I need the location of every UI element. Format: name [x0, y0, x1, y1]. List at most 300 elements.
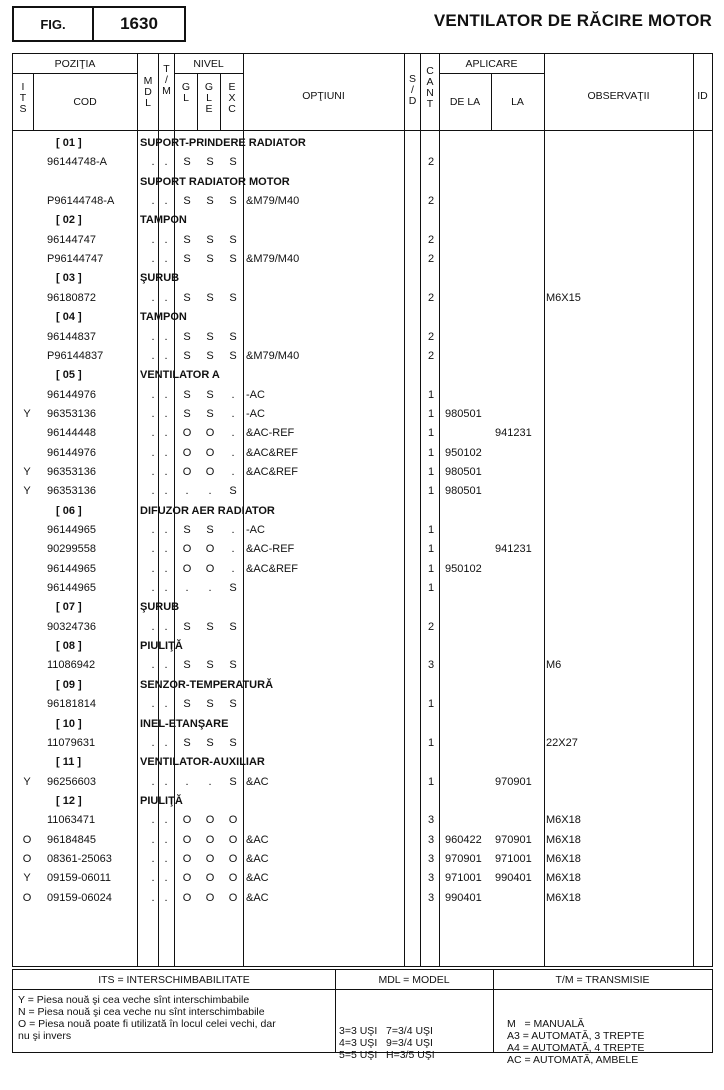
cell-exc: S [229, 698, 237, 711]
position-number: [ 08 ] [56, 640, 82, 653]
cell-mdl: . [151, 233, 155, 246]
cell-tm: . [164, 891, 168, 904]
cell-cod: 96144965 [47, 562, 96, 575]
cell-cant: 1 [427, 775, 435, 788]
header-its: I T S [19, 81, 27, 115]
group-name: PIULIŢĂ [140, 640, 183, 653]
cell-la: 971001 [495, 852, 532, 865]
group-row [13, 173, 712, 192]
cell-opt: &AC [246, 891, 269, 904]
cell-obs: M6X18 [546, 852, 581, 865]
cell-gl: S [183, 330, 191, 343]
cell-gl: S [183, 388, 191, 401]
cell-cod: 96181814 [47, 698, 96, 711]
cell-exc: . [231, 524, 235, 536]
cell-gl: O [182, 427, 192, 440]
position-row [13, 676, 712, 695]
cell-opt: &AC [246, 872, 269, 885]
cell-cod: 96144747 [47, 233, 96, 246]
cell-cant: 1 [427, 388, 435, 401]
cell-its: Y [23, 465, 31, 478]
cell-mdl: . [151, 891, 155, 904]
cell-mdl: . [151, 427, 155, 440]
cell-gl: S [183, 698, 191, 711]
position-number: [ 11 ] [56, 756, 82, 769]
cell-obs: M6X18 [546, 872, 581, 885]
cell-opt: &AC-REF [246, 543, 295, 556]
cell-exc: . [231, 465, 235, 478]
cell-mdl: . [151, 349, 155, 362]
cell-exc: S [229, 775, 237, 788]
cell-gle: . [208, 582, 212, 595]
header-line-aplicare [439, 73, 544, 74]
position-row [13, 792, 712, 811]
cell-cod: 96144748-A [47, 156, 107, 169]
position-row [13, 366, 712, 385]
cell-cod: 96144448 [47, 427, 96, 440]
cell-gle: . [208, 485, 212, 498]
table-row [13, 463, 712, 482]
cell-opt: -AC [246, 524, 265, 536]
cell-cod: 96256603 [47, 775, 96, 788]
table-row [13, 250, 712, 269]
table-row [13, 869, 712, 888]
cell-gl: S [183, 736, 191, 749]
cell-cod: 96144965 [47, 524, 96, 536]
group-name: INEL-ETANŞARE [140, 717, 229, 730]
cell-cant: 3 [427, 891, 435, 904]
table-row [13, 656, 712, 675]
table-row [13, 386, 712, 405]
cell-cod: 09159-06024 [47, 891, 112, 904]
position-row [13, 598, 712, 617]
cell-mdl: . [151, 407, 155, 420]
table-row [13, 695, 712, 714]
cell-mdl: . [151, 388, 155, 401]
cell-gle: S [206, 330, 214, 343]
header-dela: DE LA [449, 96, 481, 108]
cell-la: 941231 [495, 543, 532, 556]
cell-cod: 11079631 [47, 736, 96, 749]
cell-tm: . [164, 833, 168, 846]
cell-cod: 90324736 [47, 620, 96, 633]
cell-gl: S [183, 233, 191, 246]
cell-opt: &AC [246, 833, 269, 846]
cell-mdl: . [151, 543, 155, 556]
cell-cant: 3 [427, 814, 435, 827]
cell-gl: O [182, 465, 192, 478]
cell-exc: S [229, 291, 237, 304]
cell-dela: 971001 [445, 872, 482, 885]
cell-dela: 970901 [445, 852, 482, 865]
header-cod: COD [73, 96, 97, 108]
cell-opt: &AC&REF [246, 465, 298, 478]
cell-cod: 96180872 [47, 291, 96, 304]
fig-label: FIG. [14, 8, 94, 40]
position-row [13, 211, 712, 230]
cell-gl: O [182, 814, 192, 827]
cell-exc: S [229, 620, 237, 633]
cell-opt: -AC [246, 407, 265, 420]
cell-its: O [22, 852, 32, 865]
cell-gl: O [182, 891, 192, 904]
page-title: VENTILATOR DE RĂCIRE MOTOR [433, 11, 712, 30]
cell-exc: . [231, 562, 235, 575]
cell-exc: . [231, 543, 235, 556]
header-id: ID [697, 90, 708, 102]
cell-its: Y [23, 485, 31, 498]
group-name: ŞURUB [140, 272, 180, 285]
cell-mdl: . [151, 562, 155, 575]
cell-tm: . [164, 659, 168, 672]
header-gle: G L E [204, 81, 214, 115]
cell-exc: . [231, 446, 235, 459]
table-row [13, 444, 712, 463]
cell-tm: . [164, 291, 168, 304]
cell-gle: O [205, 814, 215, 827]
position-row [13, 308, 712, 327]
cell-obs: M6X18 [546, 891, 581, 904]
cell-cant: 2 [427, 156, 435, 169]
footer-tm-lines: M = MANUALĂ A3 = AUTOMATĂ, 3 TREPTE A4 = AUTOMATĂ, 4 TREPTE AC = AUTOMATĂ, AMBELE [507, 1018, 645, 1066]
cell-its: Y [23, 407, 31, 420]
cell-gl: S [183, 407, 191, 420]
cell-mdl: . [151, 465, 155, 478]
cell-la: 970901 [495, 775, 532, 788]
group-name: TAMPON [140, 311, 187, 324]
cell-its: O [22, 833, 32, 846]
parts-table [12, 53, 713, 967]
cell-exc: S [229, 659, 237, 672]
cell-cant: 2 [427, 253, 435, 266]
table-row [13, 773, 712, 792]
cell-mdl: . [151, 814, 155, 827]
cell-tm: . [164, 736, 168, 749]
cell-cant: 1 [427, 465, 435, 478]
cell-exc: S [229, 736, 237, 749]
cell-gle: S [206, 620, 214, 633]
cell-exc: S [229, 156, 237, 169]
cell-exc: O [228, 852, 238, 865]
table-row [13, 328, 712, 347]
cell-dela: 950102 [445, 562, 482, 575]
table-row [13, 734, 712, 753]
cell-mdl: . [151, 524, 155, 536]
cell-cant: 1 [427, 485, 435, 498]
cell-cant: 3 [427, 852, 435, 865]
cell-dela: 950102 [445, 446, 482, 459]
table-row [13, 540, 712, 559]
cell-tm: . [164, 427, 168, 440]
group-name: VENTILATOR-AUXILIAR [140, 756, 265, 769]
cell-mdl: . [151, 620, 155, 633]
cell-tm: . [164, 524, 168, 536]
position-row [13, 134, 712, 153]
cell-gle: S [206, 388, 214, 401]
cell-cod: 08361-25063 [47, 852, 112, 865]
cell-dela: 980501 [445, 485, 482, 498]
cell-cod: 96353136 [47, 407, 96, 420]
cell-mdl: . [151, 833, 155, 846]
cell-exc: S [229, 349, 237, 362]
cell-tm: . [164, 465, 168, 478]
table-row [13, 153, 712, 172]
table-row [13, 405, 712, 424]
cell-gle: O [205, 465, 215, 478]
header-exc: E X C [228, 81, 236, 115]
cell-gle: S [206, 253, 214, 266]
cell-exc: O [228, 872, 238, 885]
position-row [13, 269, 712, 288]
cell-gle: S [206, 195, 214, 208]
cell-gle: S [206, 736, 214, 749]
cell-cod: 96144976 [47, 388, 96, 401]
cell-gle: S [206, 407, 214, 420]
cell-gl: S [183, 291, 191, 304]
cell-gle: O [205, 543, 215, 556]
cell-tm: . [164, 253, 168, 266]
cell-opt: &M79/M40 [246, 349, 300, 362]
cell-cod: P96144747 [47, 253, 104, 266]
group-name: SENZOR-TEMPERATURĂ [140, 678, 274, 691]
cell-exc: S [229, 485, 237, 498]
cell-gl: S [183, 349, 191, 362]
cell-opt: -AC [246, 388, 265, 401]
cell-cod: 96144976 [47, 446, 96, 459]
cell-obs: M6X18 [546, 833, 581, 846]
cell-cant: 1 [427, 736, 435, 749]
cell-opt: &AC [246, 852, 269, 865]
cell-cant: 1 [427, 562, 435, 575]
cell-gl: O [182, 833, 192, 846]
position-number: [ 02 ] [56, 214, 82, 227]
cell-cod: 09159-06011 [47, 872, 112, 885]
cell-cant: 3 [427, 833, 435, 846]
group-name: SUPORT-PRINDERE RADIATOR [140, 137, 306, 149]
cell-cant: 2 [427, 195, 435, 208]
cell-mdl: . [151, 330, 155, 343]
cell-mdl: . [151, 872, 155, 885]
group-name: TAMPON [140, 214, 187, 227]
cell-exc: . [231, 388, 235, 401]
cell-dela: 990401 [445, 891, 482, 904]
cell-tm: . [164, 233, 168, 246]
cell-tm: . [164, 582, 168, 595]
cell-gle: S [206, 524, 214, 536]
cell-cod: P96144837 [47, 349, 104, 362]
table-row [13, 192, 712, 211]
fig-number: 1630 [120, 14, 158, 33]
table-row [13, 482, 712, 501]
group-name: PIULIŢĂ [140, 794, 183, 807]
cell-cant: 3 [427, 659, 435, 672]
cell-gl: . [185, 485, 189, 498]
cell-cod: 96144837 [47, 330, 96, 343]
cell-mdl: . [151, 698, 155, 711]
cell-gle: O [205, 891, 215, 904]
cell-cant: 2 [427, 620, 435, 633]
cell-gl: S [183, 253, 191, 266]
cell-mdl: . [151, 195, 155, 208]
cell-gl: S [183, 195, 191, 208]
cell-opt: &M79/M40 [246, 195, 300, 208]
cell-cod: 11063471 [47, 814, 96, 827]
cell-opt: &AC&REF [246, 446, 298, 459]
cell-mdl: . [151, 775, 155, 788]
cell-gl: S [183, 524, 191, 536]
cell-cod: 90299558 [47, 543, 96, 556]
cell-tm: . [164, 620, 168, 633]
table-row [13, 831, 712, 850]
footer-its-lines: Y = Piesa nouă şi cea veche sînt interschimbabile N = Piesa nouă şi cea veche nu sînt interschimbabile O = Piesa nouă poate fi utilizată în locul celei vechi, dar nu şi invers [18, 994, 276, 1042]
table-row [13, 289, 712, 308]
cell-opt: &AC [246, 775, 269, 788]
cell-cant: 3 [427, 872, 435, 885]
header-sd: S / D [408, 73, 417, 107]
cell-gle: O [205, 852, 215, 865]
group-name: VENTILATOR A [140, 369, 220, 382]
header-tm: T / M [162, 63, 171, 97]
cell-dela: 960422 [445, 833, 482, 846]
cell-tm: . [164, 562, 168, 575]
header-bottom-line [13, 130, 712, 131]
cell-mdl: . [151, 291, 155, 304]
footer-mdl-lines: 3=3 UŞI 7=3/4 UŞI 4=3 UŞI 9=3/4 UŞI 5=5 UŞI H=3/5 UŞI [339, 1025, 435, 1061]
cell-opt: &AC-REF [246, 427, 295, 440]
figure-box [12, 6, 186, 42]
cell-cant: 1 [427, 427, 435, 440]
cell-gle: O [205, 427, 215, 440]
cell-gl: S [183, 620, 191, 633]
group-name: ŞURUB [140, 601, 180, 614]
cell-dela: 980501 [445, 407, 482, 420]
cell-gle: O [205, 446, 215, 459]
cell-gl: S [183, 659, 191, 672]
cell-opt: &M79/M40 [246, 253, 300, 266]
position-number: [ 01 ] [56, 137, 82, 149]
cell-tm: . [164, 872, 168, 885]
cell-la: 970901 [495, 833, 532, 846]
cell-tm: . [164, 814, 168, 827]
cell-gl: . [185, 582, 189, 595]
position-row [13, 637, 712, 656]
cell-tm: . [164, 330, 168, 343]
cell-exc: S [229, 233, 237, 246]
header-line-nivel [174, 73, 243, 74]
header-optiuni: OPŢIUNI [302, 90, 345, 102]
header-cant: C A N T [426, 65, 434, 110]
cell-cant: 2 [427, 330, 435, 343]
cell-cod: 96144965 [47, 582, 96, 595]
cell-tm: . [164, 543, 168, 556]
header-nivel: NIVEL [193, 58, 224, 70]
header-aplicare: APLICARE [465, 58, 518, 70]
footer-its-title: ITS = INTERSCHIMBABILITATE [98, 974, 250, 986]
cell-cod: P96144748-A [47, 195, 115, 208]
cell-exc: . [231, 407, 235, 420]
header-gl: G L [181, 81, 191, 104]
group-name: SUPORT RADIATOR MOTOR [140, 175, 290, 188]
cell-gl: O [182, 562, 192, 575]
cell-gl: O [182, 872, 192, 885]
table-row [13, 618, 712, 637]
cell-gl: S [183, 156, 191, 169]
cell-gl: . [185, 775, 189, 788]
cell-mdl: . [151, 253, 155, 266]
table-row [13, 231, 712, 250]
footer-mdl-title: MDL = MODEL [378, 974, 450, 986]
cell-gle: S [206, 349, 214, 362]
position-number: [ 12 ] [56, 794, 82, 807]
cell-exc: O [228, 833, 238, 846]
cell-cant: 1 [427, 543, 435, 556]
cell-cant: 2 [427, 349, 435, 362]
cell-tm: . [164, 698, 168, 711]
cell-gl: O [182, 446, 192, 459]
position-number: [ 05 ] [56, 369, 82, 382]
cell-exc: S [229, 195, 237, 208]
header-la: LA [511, 96, 524, 108]
cell-cod: 11086942 [47, 659, 96, 672]
cell-mdl: . [151, 736, 155, 749]
position-row [13, 502, 712, 521]
cell-exc: O [228, 814, 238, 827]
cell-tm: . [164, 775, 168, 788]
cell-tm: . [164, 407, 168, 420]
cell-its: Y [23, 775, 31, 788]
cell-gle: . [208, 775, 212, 788]
footer-tm-title: T/M = TRANSMISIE [555, 974, 650, 986]
cell-gl: O [182, 852, 192, 865]
header-pozitia: POZIŢIA [54, 58, 96, 70]
cell-cant: 2 [427, 291, 435, 304]
cell-gl: O [182, 543, 192, 556]
position-number: [ 03 ] [56, 272, 82, 285]
position-number: [ 07 ] [56, 601, 82, 614]
position-number: [ 09 ] [56, 678, 82, 691]
table-row [13, 560, 712, 579]
cell-its: O [22, 891, 32, 904]
cell-exc: S [229, 582, 237, 595]
cell-la: 990401 [495, 872, 532, 885]
cell-tm: . [164, 156, 168, 169]
cell-cant: 1 [427, 407, 435, 420]
cell-gle: O [205, 872, 215, 885]
cell-tm: . [164, 388, 168, 401]
header-mdl: M D L [143, 75, 153, 109]
cell-mdl: . [151, 485, 155, 498]
cell-tm: . [164, 485, 168, 498]
cell-tm: . [164, 349, 168, 362]
cell-opt: &AC&REF [246, 562, 298, 575]
footer-header-line [13, 989, 712, 990]
cell-cod: 96353136 [47, 465, 96, 478]
cell-cant: 1 [427, 582, 435, 595]
cell-gle: O [205, 562, 215, 575]
table-row [13, 811, 712, 830]
cell-mdl: . [151, 582, 155, 595]
cell-mdl: . [151, 156, 155, 169]
cell-gle: S [206, 156, 214, 169]
cell-mdl: . [151, 852, 155, 865]
cell-gle: S [206, 698, 214, 711]
cell-gle: S [206, 233, 214, 246]
cell-exc: . [231, 427, 235, 440]
cell-tm: . [164, 195, 168, 208]
header-observatii: OBSERVAŢII [587, 90, 650, 102]
table-row [13, 579, 712, 598]
cell-gle: S [206, 659, 214, 672]
